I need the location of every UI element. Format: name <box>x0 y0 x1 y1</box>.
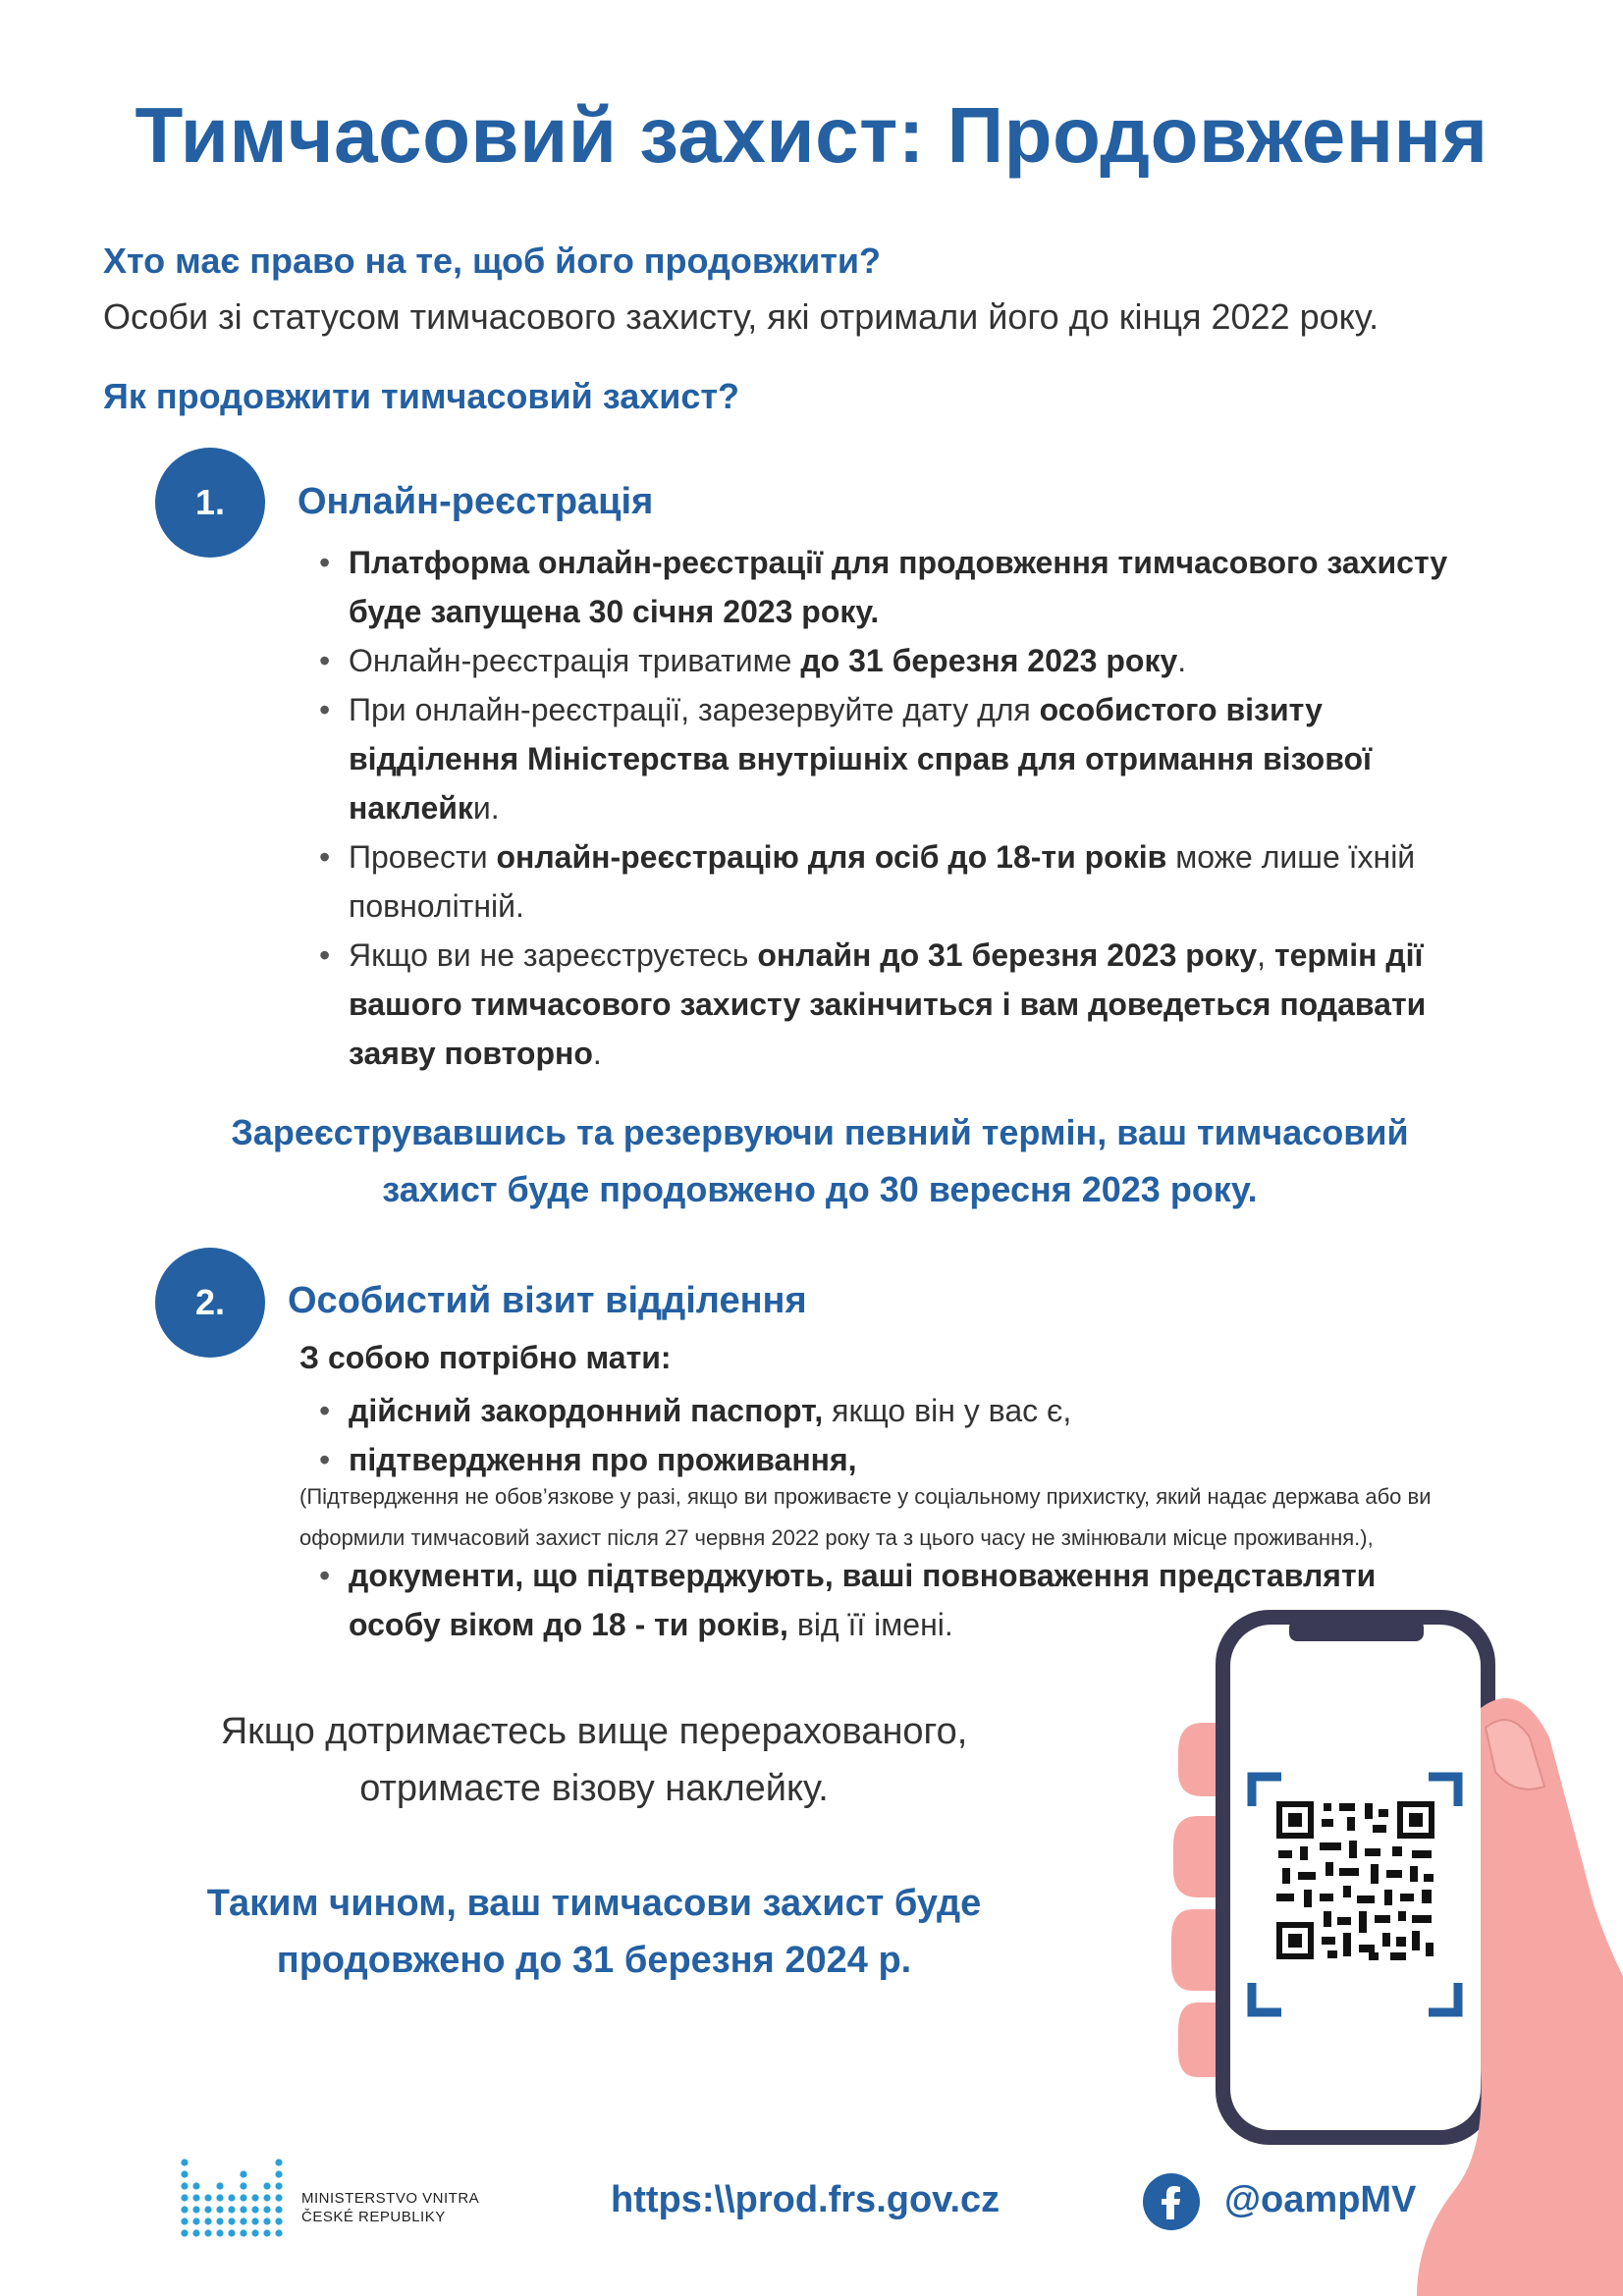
logo-dot <box>263 2182 270 2189</box>
logo-dot <box>240 2229 246 2236</box>
facebook-handle[interactable]: @oampMV <box>1224 2179 1417 2220</box>
who-answer: Особи зі статусом тимчасового захисту, які отримали його до кінця 2022 року. <box>103 296 1380 337</box>
logo-dot <box>240 2206 246 2213</box>
result-line2: отримаєте візову наклейку. <box>359 1768 829 1809</box>
logo-dot <box>228 2229 235 2236</box>
logo-dot <box>216 2229 223 2236</box>
step1-highlight-line1: Зареєструвавшись та резервуючи певний термін, ваш тимчасовий <box>231 1112 1409 1152</box>
bullet-item <box>319 685 1478 832</box>
result-text <box>98 1703 1090 1817</box>
step1-highlight <box>0 1104 1623 1218</box>
bullet-bold-text: підтвердження про проживання, <box>349 1442 857 1477</box>
logo-dot <box>228 2194 235 2201</box>
bullet-item <box>319 931 1478 1078</box>
final-line2: продовжено до 31 березня 2024 р. <box>276 1940 912 1981</box>
logo-dot <box>263 2206 270 2213</box>
ministry-name-line1: MINISTERSTVO VNITRA <box>301 2190 480 2207</box>
logo-dot <box>228 2217 235 2224</box>
ministry-name-line2: ČESKÉ REPUBLIKY <box>301 2209 446 2225</box>
bullet-item <box>319 538 1478 636</box>
bullet-text: Якщо ви не зареєструєтесь <box>349 937 758 973</box>
final-note <box>98 1875 1090 1989</box>
bullet-text: від її імені. <box>787 1607 953 1642</box>
residence-note: (Підтвердження не обов’язкове у разі, якщо ви проживаєте у соціальному прихистку, який надає держава або ви оформили тимчасовий захист після 27 червня 2022 року та з цього часу не змінювали місце проживання.), <box>299 1484 1432 1550</box>
logo-dot <box>216 2194 223 2201</box>
bullet-bold-text: онлайн-реєстрацію для осіб до 18-ти років <box>496 839 1167 875</box>
logo-dot <box>263 2217 270 2224</box>
logo-dot <box>240 2182 246 2189</box>
step1-title: Онлайн-реєстрація <box>298 481 654 522</box>
bullet-text: . <box>592 1036 602 1071</box>
logo-dot <box>275 2159 282 2165</box>
ministry-logo-dots <box>181 2159 282 2236</box>
logo-dot <box>181 2206 188 2213</box>
bullet-text: При онлайн-реєстрації, зарезервуйте дату для <box>349 692 1040 727</box>
logo-dot <box>275 2206 282 2213</box>
phone-notch <box>1289 1620 1424 1641</box>
logo-dot <box>275 2182 282 2189</box>
bullet-bold-text: термін дії вашого тимчасового захисту закінчиться і вам доведеться подавати заяву повторно <box>349 937 1427 1071</box>
bullet-bold-text: Платформа онлайн-реєстрації для продовження тимчасового захисту буде запущена 30 січня 2023 року. <box>349 545 1448 629</box>
bullet-text: якщо він у вас є, <box>823 1393 1072 1428</box>
bullet-bold-text: дійсний закордонний паспорт, <box>349 1393 824 1428</box>
bullet-bold-text: до 31 березня 2023 року <box>800 643 1178 678</box>
step2-title: Особистий візит відділення <box>288 1280 807 1321</box>
bullet-bold-text: онлайн до 31 березня 2023 року <box>757 937 1258 973</box>
logo-dot <box>251 2194 258 2201</box>
logo-dot <box>263 2229 270 2236</box>
logo-dot <box>181 2194 188 2201</box>
logo-dot <box>251 2229 258 2236</box>
logo-dot <box>263 2194 270 2201</box>
logo-dot <box>204 2229 211 2236</box>
logo-dot <box>275 2229 282 2236</box>
final-line1: Таким чином, ваш тимчасови захист буде <box>206 1883 982 1924</box>
logo-dot <box>216 2217 223 2224</box>
ministry-logo <box>179 2155 287 2243</box>
step2-number-badge: 2. <box>155 1248 265 1358</box>
logo-dot <box>228 2206 235 2213</box>
page-title: Тимчасовий захист: Продовження <box>135 91 1488 179</box>
step1-highlight-line2: захист буде продовжено до 30 вересня 2023 року. <box>382 1169 1258 1209</box>
logo-dot <box>240 2194 246 2201</box>
bring-label: З собою потрібно мати: <box>299 1340 672 1375</box>
logo-dot <box>192 2182 199 2189</box>
logo-dot <box>251 2217 258 2224</box>
bullet-item <box>319 636 1478 685</box>
logo-dot <box>181 2170 188 2177</box>
logo-dot <box>204 2217 211 2224</box>
bullet-text: може лише їхній повнолітній. <box>349 839 1416 924</box>
step1-bullet-list <box>319 538 1478 1078</box>
how-question: Як продовжити тимчасовий захист? <box>103 376 740 416</box>
logo-dot <box>192 2229 199 2236</box>
who-question: Хто має право на те, щоб його продовжити? <box>103 240 881 281</box>
logo-dot <box>216 2182 223 2189</box>
logo-dot <box>216 2206 223 2213</box>
logo-dot <box>275 2217 282 2224</box>
bullet-text: Онлайн-реєстрація триватиме <box>349 643 801 678</box>
bullet-text: . <box>1177 643 1187 678</box>
ministry-name <box>301 2189 479 2226</box>
logo-dot <box>275 2170 282 2177</box>
result-line1: Якщо дотримаєтесь вище перерахованого, <box>220 1711 968 1752</box>
logo-dot <box>181 2159 188 2165</box>
bullet-text: и. <box>472 790 500 826</box>
qr-code <box>1274 1799 1436 1961</box>
step2-bullet-list-a <box>319 1386 1478 1484</box>
facebook-icon[interactable] <box>1143 2173 1200 2230</box>
logo-dot <box>181 2217 188 2224</box>
bullet-bold-text: документи, що підтверджують, ваші повноваження представляти особу віком до 18 - ти років, <box>349 1558 1377 1642</box>
logo-dot <box>240 2170 246 2177</box>
bullet-text: Провести <box>349 839 497 875</box>
logo-dot <box>251 2206 258 2213</box>
step1-number-badge: 1. <box>155 448 265 558</box>
logo-dot <box>275 2194 282 2201</box>
logo-dot <box>192 2194 199 2201</box>
logo-dot <box>240 2217 246 2224</box>
bullet-item <box>319 832 1478 931</box>
website-link[interactable]: https:\\prod.frs.gov.cz <box>611 2179 1001 2220</box>
logo-dot <box>181 2229 188 2236</box>
bullet-text: , <box>1257 937 1274 973</box>
logo-dot <box>181 2182 188 2189</box>
logo-dot <box>192 2217 199 2224</box>
bullet-bold-text: особистого візиту відділення Міністерства внутрішніх справ для отримання візової наклейк <box>349 692 1373 826</box>
logo-dot <box>204 2206 211 2213</box>
bullet-item <box>319 1386 1478 1435</box>
logo-dot <box>204 2194 211 2201</box>
logo-dot <box>192 2206 199 2213</box>
